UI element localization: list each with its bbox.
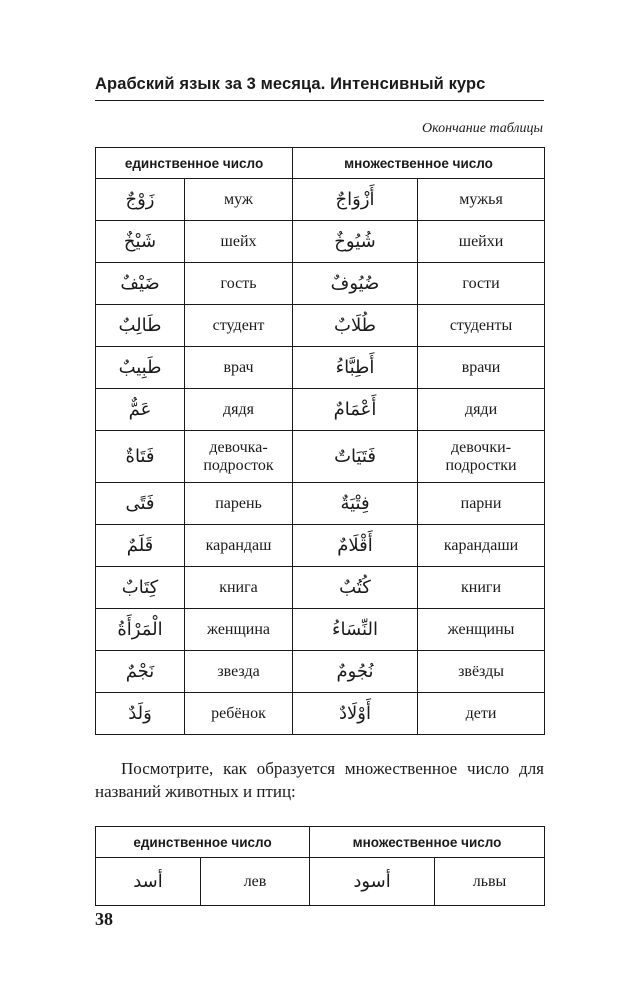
singular-arabic: الْمَرْأَةُ (96, 609, 185, 651)
table-row (96, 389, 545, 431)
header-plural: множественное число (310, 827, 545, 858)
plural-russian: звёзды (418, 651, 545, 693)
singular-russian: девочка-подросток (185, 431, 293, 483)
singular-russian: муж (185, 179, 293, 221)
plural-russian: дяди (418, 389, 545, 431)
table-row (96, 483, 545, 525)
singular-arabic: شَيْخٌ (96, 221, 185, 263)
singular-arabic: عَمٌّ (96, 389, 185, 431)
table-row (96, 305, 545, 347)
plural-arabic: النِّسَاءُ (293, 609, 418, 651)
singular-arabic: أسد (96, 858, 201, 906)
header-rule (95, 100, 544, 101)
singular-russian: врач (185, 347, 293, 389)
plural-russian: карандаши (418, 525, 545, 567)
plural-arabic: ضُيُوفٌ (293, 263, 418, 305)
singular-arabic: نَجْمٌ (96, 651, 185, 693)
singular-arabic: ضَيْفٌ (96, 263, 185, 305)
header-singular: единственное число (96, 827, 310, 858)
plural-russian: студенты (418, 305, 545, 347)
plural-arabic: أَعْمَامٌ (293, 389, 418, 431)
singular-russian: ребёнок (185, 693, 293, 735)
plural-arabic: شُيُوخٌ (293, 221, 418, 263)
singular-arabic: طَالِبٌ (96, 305, 185, 347)
singular-russian: карандаш (185, 525, 293, 567)
singular-arabic: فَتَاةٌ (96, 431, 185, 483)
table-row (96, 567, 545, 609)
singular-russian: гость (185, 263, 293, 305)
singular-arabic: قَلَمٌ (96, 525, 185, 567)
plural-russian: дети (418, 693, 545, 735)
plural-arabic: نُجُومٌ (293, 651, 418, 693)
table-row (96, 693, 545, 735)
table-row (96, 347, 545, 389)
singular-arabic: وَلَدٌ (96, 693, 185, 735)
plural-arabic: كُتُبٌ (293, 567, 418, 609)
singular-russian: звезда (185, 651, 293, 693)
plural-russian: книги (418, 567, 545, 609)
singular-russian: парень (185, 483, 293, 525)
table-continuation-caption: Окончание таблицы (422, 121, 543, 136)
plural-arabic: أَوْلَادٌ (293, 693, 418, 735)
table-row (96, 609, 545, 651)
page-number: 38 (95, 909, 113, 929)
table-row (96, 431, 545, 483)
table-row (96, 651, 545, 693)
singular-russian: книга (185, 567, 293, 609)
plural-arabic: فَتَيَاتٌ (293, 431, 418, 483)
singular-arabic: فَتًى (96, 483, 185, 525)
plural-arabic: أَطِبَّاءُ (293, 347, 418, 389)
running-header: Арабский язык за 3 месяца. Интенсивный курс (95, 75, 486, 93)
instruction-paragraph: Посмотрите, как образуется множественное число для названий животных и птиц: (95, 759, 544, 801)
table-row (96, 179, 545, 221)
header-singular: единственное число (96, 148, 293, 179)
plural-russian: шейхи (418, 221, 545, 263)
singular-russian: шейх (185, 221, 293, 263)
table-row (96, 858, 545, 906)
plural-russian: женщины (418, 609, 545, 651)
table-row (96, 525, 545, 567)
plural-arabic: طُلَابٌ (293, 305, 418, 347)
singular-arabic: كِتَابٌ (96, 567, 185, 609)
plural-arabic: فِتْيَةٌ (293, 483, 418, 525)
singular-russian: студент (185, 305, 293, 347)
singular-arabic: طَبِيبٌ (96, 347, 185, 389)
singular-russian: женщина (185, 609, 293, 651)
singular-russian: дядя (185, 389, 293, 431)
plural-arabic: أَزْوَاجٌ (293, 179, 418, 221)
plural-russian: львы (435, 858, 545, 906)
plural-russian: гости (418, 263, 545, 305)
plural-table-continued (95, 147, 545, 735)
header-plural: множественное число (293, 148, 545, 179)
table-row (96, 263, 545, 305)
plural-russian: девочки-подростки (418, 431, 545, 483)
plural-russian: врачи (418, 347, 545, 389)
singular-arabic: زَوْجٌ (96, 179, 185, 221)
animals-plural-table (95, 826, 545, 906)
plural-russian: парни (418, 483, 545, 525)
plural-arabic: أسود (310, 858, 435, 906)
plural-arabic: أَقْلَامٌ (293, 525, 418, 567)
table-row (96, 221, 545, 263)
plural-russian: мужья (418, 179, 545, 221)
singular-russian: лев (201, 858, 310, 906)
